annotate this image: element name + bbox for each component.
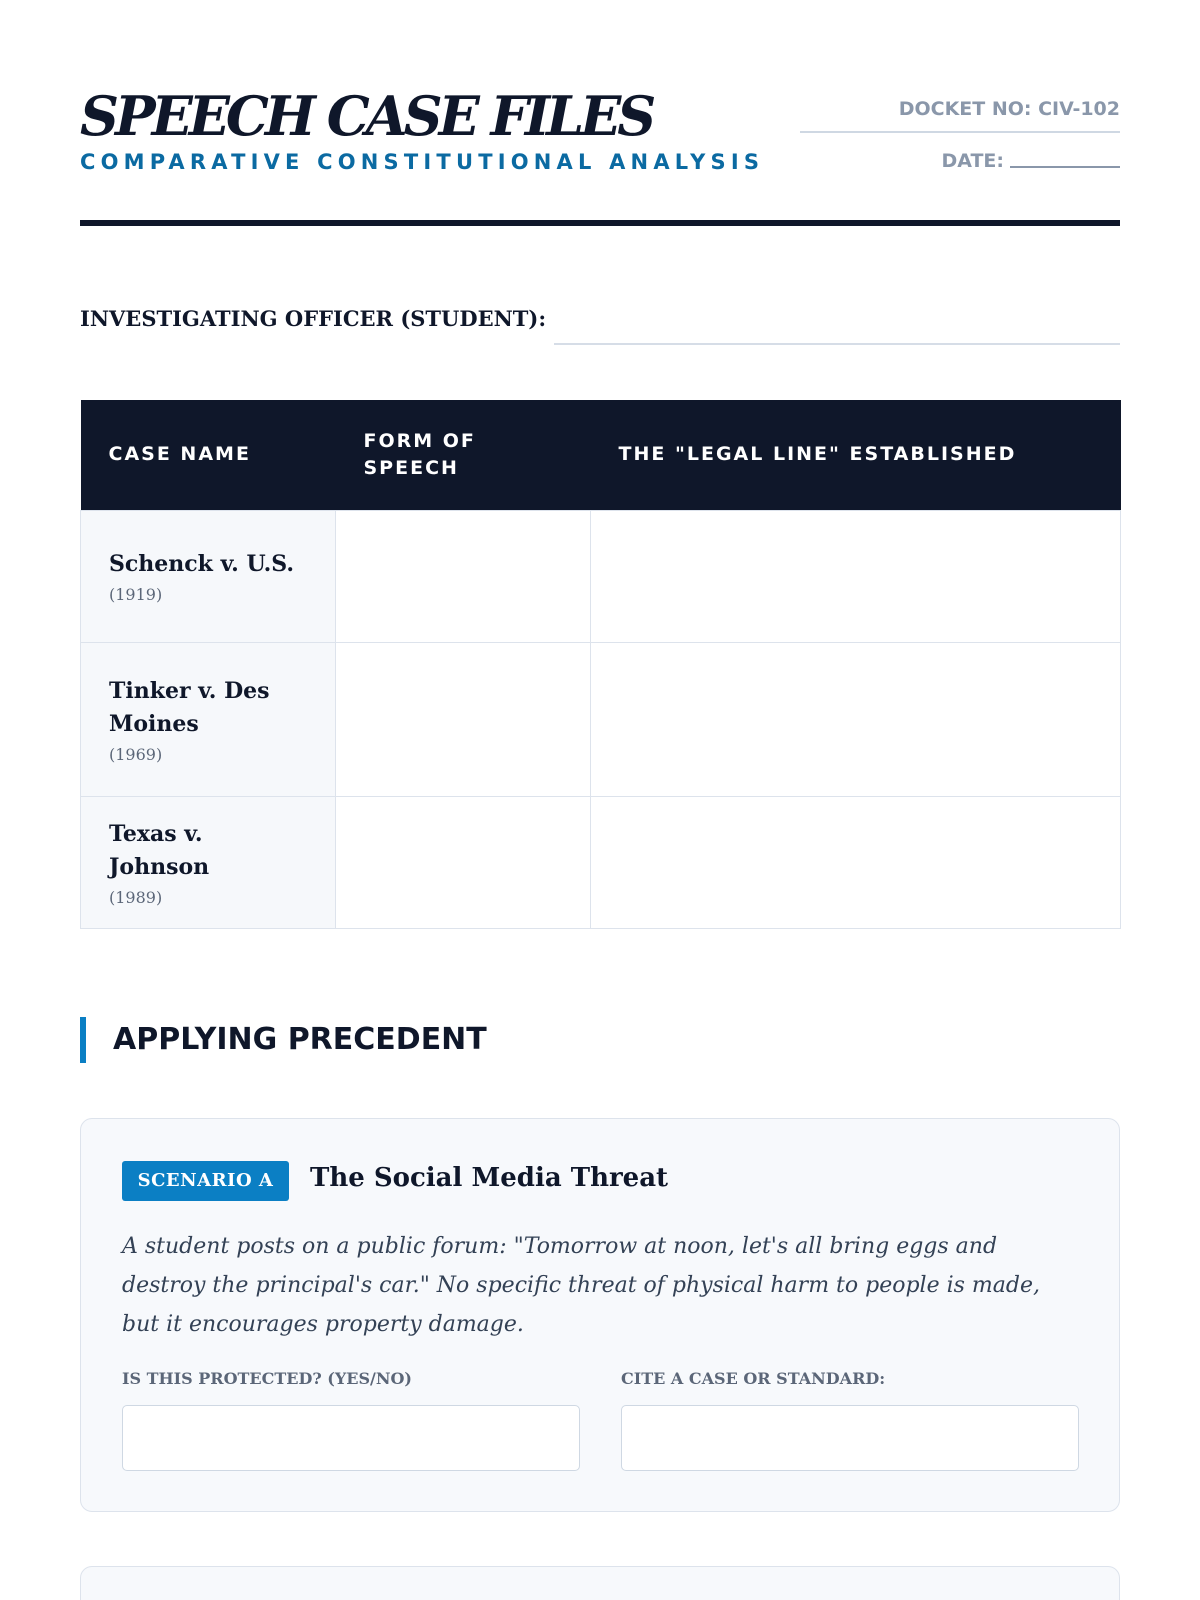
officer-label: INVESTIGATING OFFICER (STUDENT): xyxy=(80,306,547,331)
table-row xyxy=(81,796,1121,928)
scenario-a-card xyxy=(80,1118,1120,1512)
docket-number: DOCKET NO: CIV-102 xyxy=(800,98,1120,133)
legal-line-cell[interactable] xyxy=(591,642,1121,796)
case-comparison-table xyxy=(80,400,1121,929)
form-of-speech-cell[interactable] xyxy=(336,796,591,928)
legal-line-cell[interactable] xyxy=(591,796,1121,928)
header-form-of-speech xyxy=(336,400,591,510)
header-case-name: CASE NAME xyxy=(81,400,336,510)
case-name-cell xyxy=(81,510,336,642)
scenario-title: The Social Media Threat xyxy=(310,1163,669,1193)
legal-line-cell[interactable] xyxy=(591,510,1121,642)
case-year: (1919) xyxy=(109,585,163,604)
header-form-of-speech-text: FORM OF SPEECH xyxy=(363,429,476,479)
protected-answer-input[interactable] xyxy=(122,1405,580,1471)
header-legal-line: THE "LEGAL LINE" ESTABLISHED xyxy=(591,400,1121,510)
section-title: APPLYING PRECEDENT xyxy=(113,1022,487,1057)
next-scenario-card xyxy=(80,1566,1120,1600)
header-divider xyxy=(80,220,1120,226)
date-label: DATE: xyxy=(941,150,1004,172)
case-year: (1969) xyxy=(109,744,163,764)
page-title: SPEECH CASE FILES xyxy=(80,84,653,148)
cite-case-question-label: CITE A CASE OR STANDARD: xyxy=(621,1369,886,1388)
scenario-badge: SCENARIO A xyxy=(122,1161,289,1201)
case-name: Tinker v. Des Moines xyxy=(109,677,270,737)
section-accent-bar xyxy=(80,1017,86,1063)
protected-question-label: IS THIS PROTECTED? (YES/NO) xyxy=(122,1369,412,1388)
date-field[interactable] xyxy=(800,148,1120,172)
officer-name-line[interactable] xyxy=(554,343,1120,345)
page-subtitle: COMPARATIVE CONSTITUTIONAL ANALYSIS xyxy=(80,150,765,174)
form-of-speech-cell[interactable] xyxy=(336,510,591,642)
table-row xyxy=(81,510,1121,642)
case-name-cell xyxy=(81,796,336,928)
cite-case-answer-input[interactable] xyxy=(621,1405,1079,1471)
case-name: Schenck v. U.S. xyxy=(109,551,295,577)
worksheet-page xyxy=(80,0,1120,1600)
case-name: Texas v. Johnson xyxy=(109,820,210,880)
table-row xyxy=(81,642,1121,796)
case-name-cell xyxy=(81,642,336,796)
scenario-description: A student posts on a public forum: "Tomorrow at noon, let's all bring eggs and destroy the principal's car." No specific threat of physical harm to people is made, but it encourages property damage. xyxy=(122,1234,1040,1337)
case-year: (1989) xyxy=(109,887,163,907)
form-of-speech-cell[interactable] xyxy=(336,642,591,796)
date-blank-line[interactable] xyxy=(1010,166,1120,168)
table-header-row xyxy=(81,400,1121,510)
